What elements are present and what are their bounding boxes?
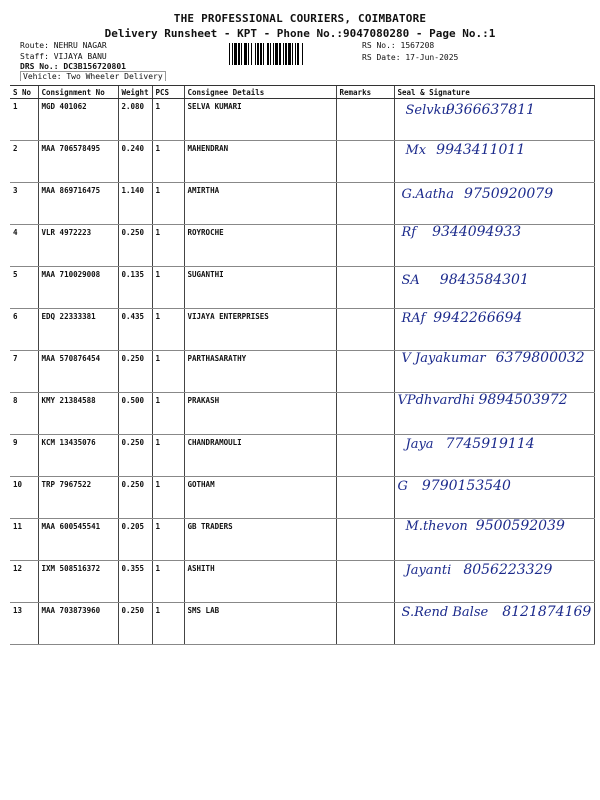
cell-consignment: TRP 7967522: [38, 477, 118, 519]
cell-remarks: [336, 309, 394, 351]
cell-consignee: SELVA KUMARI: [184, 99, 336, 141]
staff-label: Staff: VIJAYA BANU: [20, 52, 107, 61]
runsheet-subtitle: Delivery Runsheet - KPT - Phone No.:9047080280 - Page No.:1: [104, 27, 496, 40]
cell-pcs: 1: [152, 225, 184, 267]
drs-label: DRS No.: DC3B156720801: [20, 62, 126, 71]
cell-sno: 5: [10, 267, 38, 309]
cell-remarks: [336, 561, 394, 603]
cell-pcs: 1: [152, 267, 184, 309]
cell-consignment: KCM 13435076: [38, 435, 118, 477]
cell-pcs: 1: [152, 477, 184, 519]
handwritten-signature: Jaya: [405, 437, 434, 452]
handwritten-signature: G: [397, 479, 408, 494]
cell-sno: 13: [10, 603, 38, 645]
cell-consignment: KMY 21384588: [38, 393, 118, 435]
cell-consignment: EDQ 22333381: [38, 309, 118, 351]
table-row: [10, 309, 595, 351]
cell-pcs: 1: [152, 309, 184, 351]
handwritten-signature: M.thevon: [405, 519, 468, 534]
cell-weight: 0.250: [118, 477, 152, 519]
cell-consignment: VLR 4972223: [38, 225, 118, 267]
cell-consignee: PARTHASARATHY: [184, 351, 336, 393]
cell-pcs: 1: [152, 435, 184, 477]
cell-weight: 0.250: [118, 603, 152, 645]
handwritten-signature: Mx: [405, 143, 427, 158]
col-pcs: PCS: [152, 86, 184, 99]
handwritten-phone: 9942266694: [433, 310, 523, 326]
route-label: Route: NEHRU NAGAR: [20, 41, 107, 50]
cell-weight: 0.435: [118, 309, 152, 351]
cell-remarks: [336, 225, 394, 267]
table-row: [10, 477, 595, 519]
table-header-row: [10, 86, 595, 99]
handwritten-phone: 9843584301: [439, 272, 529, 288]
cell-consignee: SUGANTHI: [184, 267, 336, 309]
handwritten-phone: 9366637811: [445, 102, 535, 118]
cell-sno: 10: [10, 477, 38, 519]
cell-consignment: MAA 706578495: [38, 141, 118, 183]
cell-consignee: GB TRADERS: [184, 519, 336, 561]
cell-signature: [394, 183, 595, 225]
cell-remarks: [336, 519, 394, 561]
cell-consignee: ROYROCHE: [184, 225, 336, 267]
cell-signature: [394, 141, 595, 183]
cell-pcs: 1: [152, 99, 184, 141]
cell-weight: 1.140: [118, 183, 152, 225]
cell-consignee: MAHENDRAN: [184, 141, 336, 183]
cell-pcs: 1: [152, 561, 184, 603]
cell-weight: 0.500: [118, 393, 152, 435]
cell-sno: 1: [10, 99, 38, 141]
cell-consignee: AMIRTHA: [184, 183, 336, 225]
cell-consignee: CHANDRAMOULI: [184, 435, 336, 477]
cell-weight: 0.240: [118, 141, 152, 183]
cell-signature: [394, 435, 595, 477]
handwritten-phone: 6379800032: [495, 350, 585, 366]
handwritten-phone: 9894503972: [478, 392, 568, 408]
cell-weight: 0.135: [118, 267, 152, 309]
table-row: [10, 141, 595, 183]
handwritten-signature: Selvku: [405, 103, 450, 118]
col-consignment: Consignment No: [38, 86, 118, 99]
cell-signature: [394, 393, 595, 435]
rs-date: RS Date: 17-Jun-2025: [362, 53, 459, 62]
cell-remarks: [336, 477, 394, 519]
cell-pcs: 1: [152, 519, 184, 561]
cell-consignment: MAA 600545541: [38, 519, 118, 561]
table-row: [10, 351, 595, 393]
runsheet-table: [10, 85, 595, 645]
handwritten-signature: SA: [401, 273, 420, 288]
cell-consignment: MAA 570876454: [38, 351, 118, 393]
cell-consignment: IXM 508516372: [38, 561, 118, 603]
table-row: [10, 393, 595, 435]
cell-signature: [394, 225, 595, 267]
handwritten-phone: 8056223329: [463, 562, 553, 578]
handwritten-signature: RAf: [401, 311, 426, 326]
cell-consignment: MAA 703873960: [38, 603, 118, 645]
cell-signature: [394, 519, 595, 561]
cell-weight: 2.080: [118, 99, 152, 141]
cell-sno: 11: [10, 519, 38, 561]
handwritten-signature: Rf: [401, 225, 417, 240]
cell-consignee: PRAKASH: [184, 393, 336, 435]
cell-consignee: VIJAYA ENTERPRISES: [184, 309, 336, 351]
cell-signature: [394, 603, 595, 645]
col-signature: Seal & Signature: [394, 86, 595, 99]
cell-consignee: GOTHAM: [184, 477, 336, 519]
cell-weight: 0.250: [118, 435, 152, 477]
cell-sno: 3: [10, 183, 38, 225]
cell-sno: 2: [10, 141, 38, 183]
handwritten-phone: 8121874169: [502, 604, 592, 620]
cell-signature: [394, 477, 595, 519]
handwritten-phone: 9790153540: [421, 478, 511, 494]
cell-weight: 0.250: [118, 225, 152, 267]
barcode-image: [229, 43, 344, 65]
cell-weight: 0.250: [118, 351, 152, 393]
cell-signature: [394, 309, 595, 351]
cell-remarks: [336, 435, 394, 477]
cell-consignment: MAA 869716475: [38, 183, 118, 225]
col-consignee: Consignee Details: [184, 86, 336, 99]
table-row: [10, 99, 595, 141]
cell-signature: [394, 561, 595, 603]
table-row: [10, 519, 595, 561]
handwritten-signature: V Jayakumar: [401, 351, 486, 366]
rs-number: RS No.: 1567208: [362, 41, 435, 50]
cell-signature: [394, 351, 595, 393]
vehicle-label: Vehicle: Two Wheeler Delivery: [20, 71, 166, 81]
cell-consignee: ASHITH: [184, 561, 336, 603]
handwritten-phone: 9344094933: [432, 224, 522, 240]
cell-pcs: 1: [152, 141, 184, 183]
cell-weight: 0.355: [118, 561, 152, 603]
cell-sno: 12: [10, 561, 38, 603]
handwritten-signature: S.Rend Balse: [401, 605, 489, 620]
col-remarks: Remarks: [336, 86, 394, 99]
handwritten-phone: 9500592039: [475, 518, 565, 534]
cell-sno: 4: [10, 225, 38, 267]
cell-remarks: [336, 99, 394, 141]
cell-signature: [394, 267, 595, 309]
cell-pcs: 1: [152, 351, 184, 393]
table-row: [10, 435, 595, 477]
cell-sno: 9: [10, 435, 38, 477]
cell-consignment: MAA 710029008: [38, 267, 118, 309]
handwritten-phone: 7745919114: [445, 436, 535, 452]
cell-sno: 7: [10, 351, 38, 393]
cell-remarks: [336, 603, 394, 645]
cell-consignment: MGD 401062: [38, 99, 118, 141]
table-row: [10, 603, 595, 645]
table-row: [10, 183, 595, 225]
handwritten-signature: VPdhvardhi: [397, 393, 475, 408]
cell-remarks: [336, 351, 394, 393]
handwritten-signature: Jayanti: [405, 563, 452, 578]
cell-remarks: [336, 141, 394, 183]
cell-pcs: 1: [152, 603, 184, 645]
company-title: THE PROFESSIONAL COURIERS, COIMBATORE: [173, 12, 427, 25]
handwritten-phone: 9943411011: [436, 142, 526, 158]
table-row: [10, 225, 595, 267]
cell-pcs: 1: [152, 183, 184, 225]
col-weight: Weight: [118, 86, 152, 99]
cell-sno: 8: [10, 393, 38, 435]
cell-weight: 0.205: [118, 519, 152, 561]
table-row: [10, 561, 595, 603]
cell-remarks: [336, 393, 394, 435]
handwritten-signature: G.Aatha: [401, 187, 455, 202]
col-sno: S No: [10, 86, 38, 99]
cell-signature: [394, 99, 595, 141]
table-row: [10, 267, 595, 309]
cell-pcs: 1: [152, 393, 184, 435]
cell-sno: 6: [10, 309, 38, 351]
handwritten-phone: 9750920079: [464, 186, 554, 202]
cell-remarks: [336, 183, 394, 225]
cell-consignee: SMS LAB: [184, 603, 336, 645]
cell-remarks: [336, 267, 394, 309]
